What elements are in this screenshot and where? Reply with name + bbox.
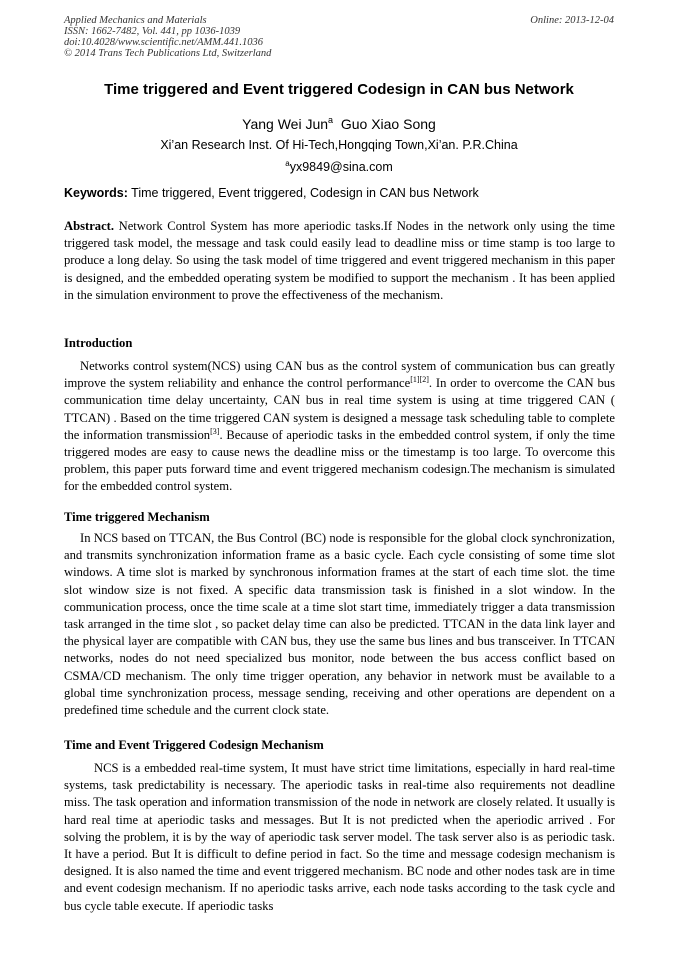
abstract-label: Abstract. [64, 219, 115, 233]
introduction-heading: Introduction [64, 336, 133, 350]
citation-1-2: [1][2] [410, 375, 429, 385]
copyright-line: © 2014 Trans Tech Publications Ltd, Switzerland [64, 48, 272, 59]
introduction-paragraph [64, 358, 615, 496]
keywords-text: Time triggered, Event triggered, Codesign in CAN bus Network [131, 186, 479, 200]
abstract [64, 218, 615, 304]
introduction-text-2: . In order to overcome the CAN bus communication time delay uncertainty, CAN bus in real time system is using at time triggered CAN ( TTCAN) . Based on the time triggered CAN system is designed a message task scheduling table to complete the information transmission [64, 376, 615, 442]
time-triggered-paragraph: In NCS based on TTCAN, the Bus Control (BC) node is responsible for the global clock synchronization, and transmits synchronization information frame as a basic cycle. Each cycle consisting of some time slot windows. A time slot is marked by synchronous information frames at the start of each time slot. the time slot window size is not fixed. A specific data transmission task is finished in a slot window. In the communication process, once the time scale at a time slot start time, immediately trigger a data transmission task arranged in the time slot , so packet delay time can also be predicted. TTCAN in the data link layer and the physical layer are compatible with CAN bus, they use the same bus lines and bus transceiver. In TTCAN networks, nodes do not need specialized bus monitor, node between the bus access conflict based on CSMA/CD mechanism. The only time trigger operation, any behavior in network must be available to a global time synchronization process, message sending, receiving and other operations are dependent on a predefined time schedule and the current clock state. [64, 531, 615, 718]
time-triggered-heading: Time triggered Mechanism [64, 510, 210, 524]
email-superscript: a [285, 159, 290, 168]
email-address: yx9849@sina.com [289, 160, 393, 174]
paper-title: Time triggered and Event triggered Codesign in CAN bus Network [104, 81, 574, 98]
online-date: Online: 2013-12-04 [530, 15, 614, 26]
keywords-label: Keywords: [64, 186, 128, 200]
keywords [64, 186, 616, 200]
citation-3: [3] [210, 426, 220, 436]
affiliation: Xi’an Research Inst. Of Hi-Tech,Hongqing Town,Xi’an. P.R.China [160, 138, 518, 152]
abstract-text: Network Control System has more aperiodic tasks.If Nodes in the network only using the time triggered task model, the message and task could easily lead to deadline miss or time stamp is too large to produce a long delay. So using the task model of time triggered and event triggered mechanism in this paper is designed, and the embedded operating system be modified to support the mechanism . It has been applied in the simulation environment to prove the effectiveness of the mechanism. [64, 219, 615, 302]
codesign-heading: Time and Event Triggered Codesign Mechanism [64, 738, 324, 752]
introduction-text-1: Networks control system(NCS) using CAN bus as the control system of communication bus can greatly improve the system reliability and enhance the control performance [64, 359, 615, 391]
author-1-superscript: a [328, 115, 334, 125]
author-1: Yang Wei Jun [242, 116, 329, 132]
issn-line: ISSN: 1662-7482, Vol. 441, pp 1036-1039 [64, 26, 241, 37]
journal-name: Applied Mechanics and Materials [64, 15, 207, 26]
email-line [0, 159, 678, 174]
author-2: Guo Xiao Song [340, 116, 436, 132]
codesign-paragraph: NCS is a embedded real-time system, It must have strict time limitations, especially in hard real-time systems, task predictability is necessary. The aperiodic tasks in real-time also requirements not deadline miss. The task operation and information transmission of the node in network are closely related. It usually is hard real time at aperiodic tasks and messages. But It is not predicted when the aperiodic arrived . For solving the problem, it is by the way of aperiodic task server model. The task server also is as periodic task. It have a period. But It is difficult to define period in fact. So the time and message codesign mechanism is designed. It is also named the time and event triggered mechanism. BC node and other nodes task are in time and event codesign mechanism. If no aperiodic tasks arrive, each node tasks according to the task cycle and bus cycle table execute. If aperiodic tasks [64, 761, 615, 913]
introduction-text-3: . Because of aperiodic tasks in the embedded control system, if only the time triggered modes are easy to cause news the deadline miss or the timestamp is too large. To overcome this problem, this paper puts forward time and event triggered mechanism codesign.The mechanism is simulated for the embedded control system. [64, 427, 616, 494]
doi-line: doi:10.4028/www.scientific.net/AMM.441.1036 [64, 37, 263, 48]
author-line [0, 115, 678, 132]
